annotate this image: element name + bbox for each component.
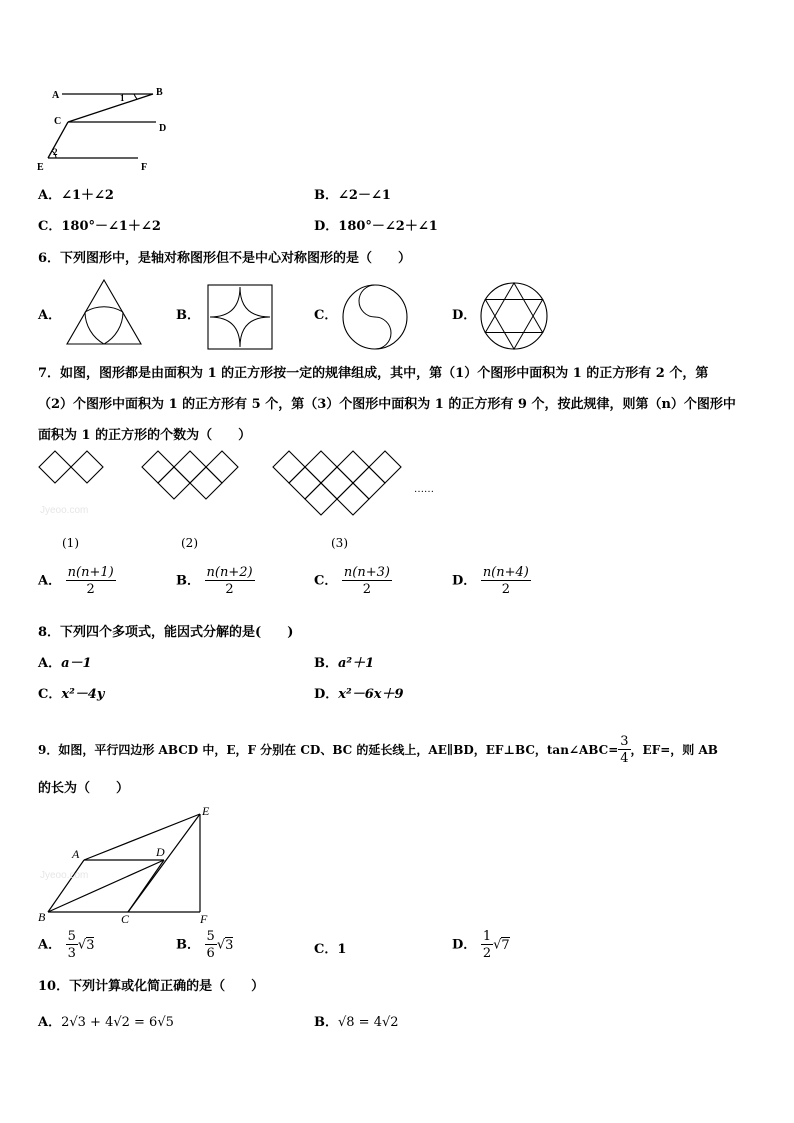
q6-option-c-letter[interactable]: C． [314, 308, 338, 323]
option-text: 2√3 + 4√2 = 6√5 [61, 1015, 174, 1030]
radicand: 7 [501, 937, 510, 953]
point-d-label: D [156, 845, 165, 859]
q6-figure-d-star-in-circle [478, 280, 550, 352]
point-b-label: B [156, 87, 163, 98]
q5-option-c[interactable] [38, 220, 161, 233]
tan-fraction [618, 735, 630, 765]
q9-option-d[interactable] [452, 930, 510, 960]
fraction [342, 566, 392, 596]
option-letter: A． [38, 656, 62, 671]
q6-option-a-letter[interactable]: A． [38, 308, 62, 323]
pattern-1 [39, 451, 103, 483]
denominator: 2 [501, 582, 510, 597]
point-f-label: F [141, 162, 148, 173]
pattern-2 [142, 451, 238, 499]
q9-stem-line-1 [38, 735, 718, 765]
q7-option-b[interactable] [176, 566, 255, 596]
denominator: 2 [86, 582, 95, 597]
fraction [481, 566, 531, 596]
q9-option-c[interactable] [314, 943, 346, 956]
q8-option-d[interactable] [314, 688, 404, 701]
q7-pattern-figure [30, 445, 460, 525]
angle-1-label: 1 [120, 93, 125, 103]
q9-stem-part-b: ，EF=，则 AB [630, 743, 718, 757]
q6-option-b-letter[interactable]: B． [176, 308, 200, 323]
fraction [66, 566, 116, 596]
q5-option-d[interactable] [314, 220, 438, 233]
q9-stem-line-2: 的长为（ ） [38, 781, 130, 796]
q9-watermark: Jyeoo.com [40, 870, 89, 881]
option-letter: D． [314, 219, 339, 234]
point-a-label: A [52, 90, 60, 101]
numerator: 3 [620, 734, 629, 749]
fraction [481, 930, 493, 960]
q7-option-d[interactable] [452, 566, 531, 596]
point-d-label: D [159, 123, 167, 134]
ellipsis-text: …… [414, 484, 434, 495]
q8-stem: 8．下列四个多项式，能因式分解的是( ) [38, 625, 294, 640]
denominator: 2 [362, 582, 372, 597]
option-letter: C． [314, 942, 338, 957]
option-text: 180°－∠1＋∠2 [61, 219, 161, 234]
q6-figure-b-square-with-star [206, 283, 274, 351]
sqrt-icon: √ [77, 937, 87, 953]
option-letter: D． [314, 687, 339, 702]
q7-stem-line-2: （2）个图形中面积为 1 的正方形有 5 个，第（3）个图形中面积为 1 的正方形有 9 个，按此规律，则第（n）个图形中 [38, 397, 736, 412]
point-a-label: A [72, 847, 80, 861]
option-letter: A． [38, 573, 62, 589]
option-letter: C． [38, 687, 62, 702]
option-text: a²＋1 [338, 656, 375, 671]
option-text: √8 = 4√2 [338, 1015, 399, 1030]
q6-option-d-letter[interactable]: D． [452, 308, 477, 323]
denominator: 2 [482, 946, 492, 961]
q6-stem: 6．下列图形中，是轴对称图形但不是中心对称图形的是（ ） [38, 251, 412, 266]
q5-option-b[interactable] [314, 189, 391, 202]
numerator: 5 [67, 929, 76, 944]
option-letter: D． [452, 937, 477, 953]
sqrt-icon: √ [216, 937, 226, 953]
pattern-3 [273, 451, 401, 515]
option-letter: A． [38, 188, 62, 203]
angle-2-label: 2 [53, 147, 58, 157]
q9-parallelogram-figure [30, 800, 230, 930]
denominator: 2 [225, 582, 234, 597]
q7-caption-1: (1) [62, 536, 79, 550]
point-f-label: F [200, 912, 208, 926]
q8-option-b[interactable] [314, 657, 374, 670]
denominator: 3 [67, 946, 76, 961]
option-letter: C． [314, 573, 338, 589]
numerator: 5 [206, 929, 215, 944]
option-letter: A． [38, 937, 62, 953]
q6-figure-a-triangle-with-arcs [64, 278, 144, 348]
numerator: n(n+2) [206, 565, 253, 580]
option-text: x²－4y [61, 687, 105, 702]
radicand: 3 [225, 937, 234, 953]
sqrt-icon: √ [493, 937, 502, 953]
q7-option-a[interactable] [38, 566, 116, 596]
q8-option-c[interactable] [38, 688, 104, 701]
numerator: 1 [482, 929, 492, 944]
point-c-label: C [54, 116, 62, 127]
option-text: 1 [337, 942, 347, 957]
q6-figure-c-yin-yang [340, 282, 410, 352]
option-letter: A． [38, 1015, 62, 1030]
q7-watermark: Jyeoo.com [40, 505, 89, 516]
point-e-label: E [202, 804, 210, 818]
q5-figure [30, 80, 180, 175]
numerator: n(n+3) [343, 565, 390, 580]
option-text: a－1 [61, 656, 92, 671]
option-letter: B． [176, 573, 200, 589]
q7-caption-3: (3) [331, 536, 348, 550]
option-text: ∠1＋∠2 [61, 188, 114, 203]
q7-option-c[interactable] [314, 566, 392, 596]
numerator: n(n+4) [482, 565, 529, 580]
fraction [205, 930, 217, 960]
q8-option-a[interactable] [38, 657, 92, 670]
option-letter: D． [452, 573, 477, 589]
option-text: ∠2－∠1 [338, 188, 391, 203]
q9-stem-part-a: 9．如图，平行四边形 ABCD 中，E，F 分别在 CD、BC 的延长线上，AE∥BD，EF⊥BC，tan∠ABC= [38, 743, 619, 757]
option-letter: B． [176, 937, 200, 953]
radicand: 3 [86, 937, 95, 953]
option-letter: B． [314, 188, 338, 203]
point-e-label: E [37, 162, 44, 173]
fraction [66, 930, 78, 960]
fraction [205, 566, 255, 596]
point-c-label: C [121, 912, 130, 926]
option-letter: C． [38, 219, 62, 234]
option-text: x²－6x＋9 [338, 687, 404, 702]
point-b-label: B [38, 910, 46, 924]
q7-caption-2: (2) [181, 536, 198, 550]
q5-option-a[interactable] [38, 189, 114, 202]
q10-option-a[interactable] [38, 1016, 174, 1029]
q7-stem-line-3: 面积为 1 的正方形的个数为（ ） [38, 428, 252, 443]
numerator: n(n+1) [67, 565, 114, 580]
q7-stem-line-1: 7．如图，图形都是由面积为 1 的正方形按一定的规律组成，其中，第（1）个图形中面积为 1 的正方形有 2 个，第 [38, 366, 709, 381]
q9-option-a[interactable] [38, 930, 94, 960]
q9-option-b[interactable] [176, 930, 233, 960]
q10-option-b[interactable] [314, 1016, 399, 1029]
denominator: 6 [206, 946, 215, 961]
denominator: 4 [620, 751, 629, 766]
option-letter: B． [314, 656, 338, 671]
option-letter: B． [314, 1015, 338, 1030]
option-text: 180°－∠2＋∠1 [338, 219, 438, 234]
q10-stem: 10．下列计算或化简正确的是（ ） [38, 979, 265, 994]
